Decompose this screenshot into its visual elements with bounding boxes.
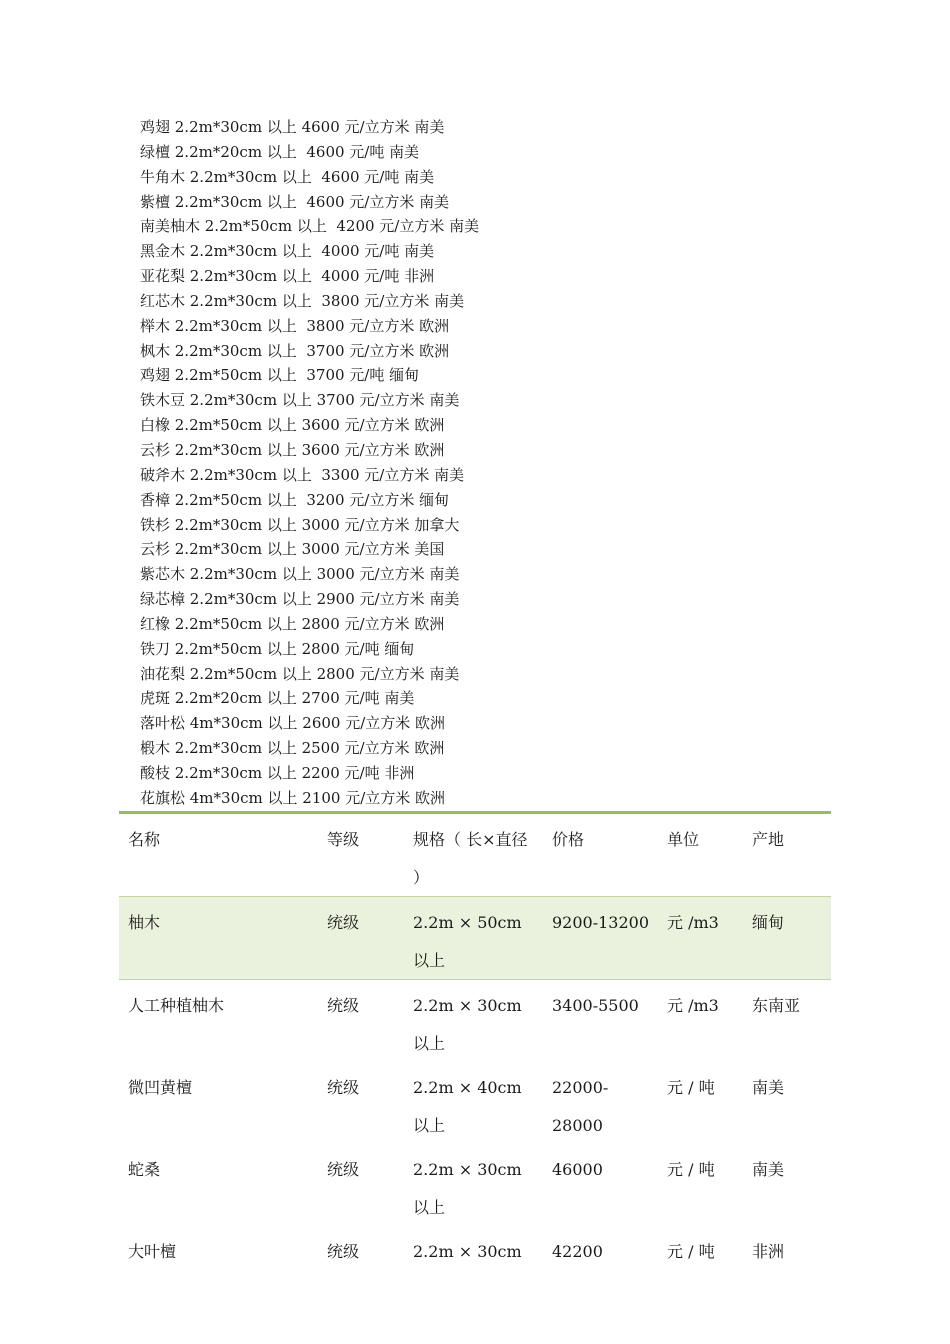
cell-origin: 非洲: [752, 1242, 785, 1261]
cell-price: 3400-5500: [552, 996, 639, 1015]
table-row: [119, 1226, 831, 1294]
list-item: 南美柚木 2.2m*50cm 以上 4200 元/立方米 南美: [140, 217, 480, 236]
cell-spec: 2.2m × 30cm 以上: [413, 1160, 522, 1217]
list-item: 牛角木 2.2m*30cm 以上 4600 元/吨 南美: [140, 167, 435, 186]
cell-spec: 2.2m × 50cm 以上: [404, 897, 543, 980]
cell-name: 柚木: [119, 897, 318, 980]
list-item: 绿芯樟 2.2m*30cm 以上 2900 元/立方米 南美: [140, 590, 460, 609]
cell-name: 人工种植柚木: [128, 996, 225, 1015]
list-item: 云杉 2.2m*30cm 以上 3000 元/立方米 美国: [140, 540, 445, 559]
list-item: 铁刀 2.2m*50cm 以上 2800 元/吨 缅甸: [140, 639, 415, 658]
cell-unit: 元 / 吨: [667, 1078, 715, 1097]
list-item: 紫檀 2.2m*30cm 以上 4600 元/立方米 南美: [140, 192, 450, 211]
list-item: 榉木 2.2m*30cm 以上 3800 元/立方米 欧洲: [140, 316, 450, 335]
cell-price: 22000-28000: [552, 1078, 609, 1135]
header-name: 名称: [128, 830, 161, 849]
list-item: 鸡翅 2.2m*30cm 以上 4600 元/立方米 南美: [140, 118, 445, 136]
list-item: 亚花梨 2.2m*30cm 以上 4000 元/吨 非洲: [140, 267, 435, 286]
header-unit: 单位: [667, 830, 700, 849]
list-item: 酸枝 2.2m*30cm 以上 2200 元/吨 非洲: [140, 763, 415, 782]
cell-unit: 元 /m3: [658, 897, 743, 980]
cell-origin: 南美: [752, 1078, 785, 1097]
cell-unit: 元 /m3: [667, 996, 719, 1015]
list-item: 虎斑 2.2m*20cm 以上 2700 元/吨 南美: [140, 689, 415, 708]
list-item: 椴木 2.2m*30cm 以上 2500 元/立方米 欧洲: [140, 739, 445, 758]
cell-spec: 2.2m × 30cm 以上: [413, 996, 522, 1053]
cell-spec: 2.2m × 40cm 以上: [413, 1078, 522, 1135]
list-item: 红芯木 2.2m*30cm 以上 3800 元/立方米 南美: [140, 291, 465, 310]
list-item: 铁杉 2.2m*30cm 以上 3000 元/立方米 加拿大: [140, 515, 460, 534]
table-row: [119, 1144, 831, 1226]
timber-price-list: [140, 115, 479, 811]
cell-price: 46000: [552, 1160, 603, 1179]
list-item: 黑金木 2.2m*30cm 以上 4000 元/吨 南美: [140, 242, 435, 261]
list-item: 云杉 2.2m*30cm 以上 3600 元/立方米 欧洲: [140, 440, 445, 459]
header-grade: 等级: [327, 830, 360, 849]
table-row: [119, 1062, 831, 1144]
table-row: [119, 980, 831, 1063]
list-item: 花旗松 4m*30cm 以上 2100 元/立方米 欧洲: [140, 788, 446, 807]
cell-price: 9200-13200: [543, 897, 658, 980]
cell-origin: 东南亚: [752, 996, 801, 1015]
cell-name: 蛇桑: [128, 1160, 161, 1179]
price-table: [119, 814, 831, 1294]
list-item: 鸡翅 2.2m*50cm 以上 3700 元/吨 缅甸: [140, 366, 420, 385]
cell-grade: 统级: [327, 1078, 360, 1097]
list-item: 绿檀 2.2m*20cm 以上 4600 元/吨 南美: [140, 142, 420, 161]
cell-origin: 南美: [752, 1160, 785, 1179]
cell-origin: 缅甸: [743, 897, 831, 980]
table-row: [119, 897, 831, 980]
list-item: 破斧木 2.2m*30cm 以上 3300 元/立方米 南美: [140, 465, 465, 484]
cell-name: 大叶檀: [128, 1242, 177, 1261]
price-table-container: [119, 811, 831, 1294]
cell-spec: 2.2m × 30cm: [413, 1242, 522, 1261]
cell-price: 42200: [552, 1242, 603, 1261]
cell-grade: 统级: [327, 1160, 360, 1179]
cell-unit: 元 / 吨: [667, 1160, 715, 1179]
cell-grade: 统级: [327, 996, 360, 1015]
list-item: 紫芯木 2.2m*30cm 以上 3000 元/立方米 南美: [140, 565, 460, 584]
list-item: 红橡 2.2m*50cm 以上 2800 元/立方米 欧洲: [140, 614, 445, 633]
cell-name: 微凹黄檀: [128, 1078, 193, 1097]
header-spec: 规格（ 长×直径 ）: [413, 830, 528, 887]
list-item: 油花梨 2.2m*50cm 以上 2800 元/立方米 南美: [140, 664, 460, 683]
list-item: 枫木 2.2m*30cm 以上 3700 元/立方米 欧洲: [140, 341, 450, 360]
cell-grade: 统级: [318, 897, 404, 980]
table-header-row: [119, 814, 831, 897]
cell-unit: 元 / 吨: [667, 1242, 715, 1261]
header-price: 价格: [552, 830, 585, 849]
cell-grade: 统级: [327, 1242, 360, 1261]
list-item: 铁木豆 2.2m*30cm 以上 3700 元/立方米 南美: [140, 391, 460, 410]
list-item: 白橡 2.2m*50cm 以上 3600 元/立方米 欧洲: [140, 416, 445, 435]
header-origin: 产地: [752, 830, 785, 849]
list-item: 落叶松 4m*30cm 以上 2600 元/立方米 欧洲: [140, 714, 446, 733]
list-item: 香樟 2.2m*50cm 以上 3200 元/立方米 缅甸: [140, 490, 450, 509]
